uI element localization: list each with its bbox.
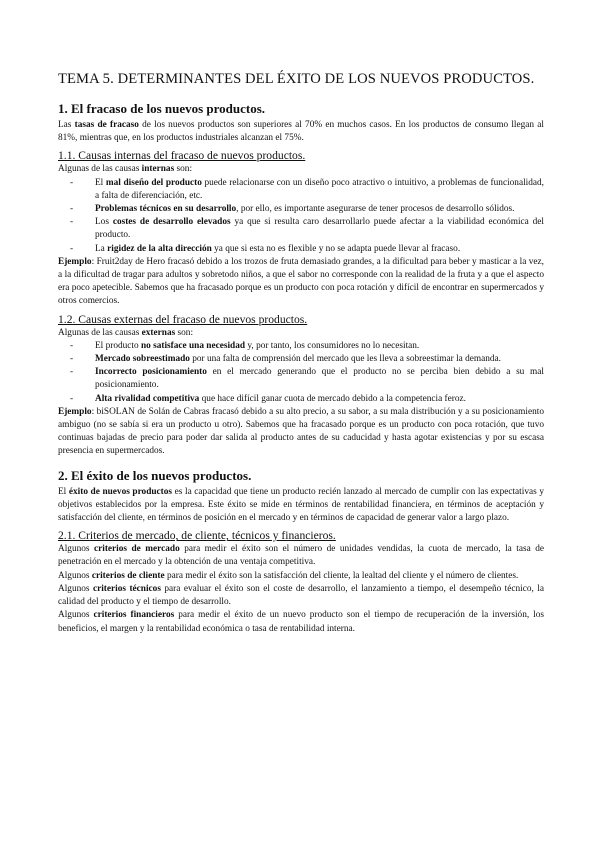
criteria-paragraph — [58, 583, 544, 609]
criteria-paragraph — [58, 543, 544, 569]
bold-term: externas — [141, 327, 176, 338]
list-item — [95, 243, 544, 256]
text: El producto — [95, 340, 141, 351]
internal-causes-list — [58, 177, 544, 256]
document-title: TEMA 5. DETERMINANTES DEL ÉXITO DE LOS NUEVOS PRODUCTOS. — [58, 71, 535, 87]
subsection-1-1-heading: 1.1. Causas internas del fracaso de nuevos productos. — [58, 149, 306, 163]
bold-term: no satisface una necesidad — [140, 340, 246, 351]
text: Los — [95, 217, 113, 228]
text: Algunas de las causas — [58, 164, 142, 175]
example-paragraph — [58, 256, 544, 309]
bold-term: rigidez de la alta dirección — [107, 243, 212, 254]
list-item — [95, 393, 544, 406]
bold-term: Mercado sobreestimado — [95, 354, 190, 365]
bold-term: tasas de fracaso — [74, 120, 139, 130]
list-item — [95, 340, 544, 353]
section-2-intro — [58, 486, 544, 526]
criteria-paragraph — [58, 609, 544, 635]
text: Algunos — [58, 583, 93, 594]
text: que hace difícil ganar cuota de mercado debido a la competencia feroz. — [199, 393, 466, 404]
list-item — [95, 177, 544, 203]
bold-term: Alta rivalidad competitiva — [95, 393, 200, 404]
bold-term: mal diseño del producto — [105, 177, 202, 188]
bold-term: criterios de cliente — [91, 570, 165, 581]
criteria-paragraph — [58, 570, 544, 583]
bold-term: internas — [141, 164, 175, 175]
list-item — [95, 203, 544, 216]
text: El — [95, 177, 106, 188]
text: para medir el éxito de un nuevo producto son el tiempo de recuperación de la inversión, los beneficios, el margen y la rentabilidad económica o tasa de rentabilidad interna. — [58, 610, 544, 634]
bold-term: criterios financieros — [93, 610, 175, 621]
text: La — [95, 243, 108, 254]
text: para medir el éxito son el número de unidades vendidas, la cuota de mercado, la tasa de penetración en el mercado y la obtención de una ventaja competitiva. — [58, 544, 544, 568]
text: Las — [58, 120, 75, 130]
text: de los nuevos productos son superiores al 70% en muchos casos. En los productos de consumo llegan al 81%, mientras que, en los productos industriales alcanzan el 75%. — [58, 120, 544, 144]
text: es la capacidad que tiene un producto recién lanzado al mercado de cumplir con las expectativas y objetivos establecidos por la empresa. Este éxito se mide en términos de rentabilidad financiera, en términos de aceptación y satisfacción del cliente, en términos de posición en el mercado y en términos de capacidad de generar valor a largo plazo. — [58, 486, 544, 524]
bold-term: costes de desarrollo elevados — [112, 217, 231, 228]
text: : biSOLAN de Solán de Cabras fracasó debido a su alto precio, a su sabor, a su mala distribución y a su posicionamiento ambiguo (no se sabía si era un producto u otro). Sabemos que ha fracasado porque es un producto con poca rotación, que tuvo continuas bajadas de precio para poder dar salida al producto antes de su caducidad y hasta agotar existencias y por su escasa presencia en supermercados. — [58, 406, 544, 457]
bold-term: éxito de nuevos productos — [68, 486, 173, 497]
external-causes-list — [58, 340, 544, 406]
section-1-intro — [58, 119, 544, 145]
text: , por ello, es importante asegurarse de tener procesos de desarrollo sólidos. — [236, 204, 515, 215]
text: El — [58, 486, 69, 497]
text: y, por tanto, los consumidores no lo necesitan. — [245, 340, 420, 351]
text: ya que si esta no es flexible y no se adapta puede llevar al fracaso. — [211, 243, 461, 254]
section-1-heading: 1. El fracaso de los nuevos productos. — [58, 101, 266, 116]
text: para evaluar el éxito son el coste de desarrollo, el lanzamiento a tiempo, el desempeño técnico, la calidad del producto y el tiempo de desarrollo. — [58, 583, 545, 608]
example-label: Ejemplo — [58, 256, 92, 267]
subsection-2-1-heading: 2.1. Criterios de mercado, de cliente, técnicos y financieros. — [58, 529, 336, 543]
list-item — [95, 353, 544, 366]
text: Algunos — [58, 570, 92, 581]
text: Algunos — [58, 544, 94, 555]
text: ya que si resulta caro desarrollarlo puede afectar a la viabilidad económica del producto. — [95, 217, 544, 241]
text: : Fruit2day de Hero fracasó debido a los trozos de fruta demasiado grandes, a la dificultad para beber y masticar a la vez, a la dificultad de tragar para adultos y sobretodo niños, a que el sabor no corresponde con la realidad de la fruta y a que el aspecto era poco apetecible. Sabemos que ha fracasado porque es un producto con poca rotación y difícil de encontrar en supermercados y otros comercios. — [58, 256, 544, 307]
text: puede relacionarse con un diseño poco atractivo o intuitivo, a problemas de funcionalidad, a falta de diferenciación, etc. — [95, 177, 544, 201]
list-item — [95, 216, 544, 242]
section-2-heading: 2. El éxito de los nuevos productos. — [58, 467, 252, 483]
example-label: Ejemplo — [58, 406, 92, 417]
subsection-1-2-heading: 1.2. Causas externas del fracaso de nuevos productos. — [58, 312, 308, 326]
subsection-1-2-lead — [58, 327, 544, 340]
bold-term: criterios de mercado — [94, 544, 180, 555]
list-item — [95, 366, 544, 392]
bold-term: criterios técnicos — [92, 583, 161, 594]
subsection-1-1-lead — [58, 163, 544, 176]
text: Algunos — [58, 610, 94, 621]
text: son: — [175, 327, 194, 338]
text: en el mercado generando que el producto no se perciba bien debido a su mal posicionamiento. — [95, 367, 544, 391]
text: para medir el éxito son la satisfacción del cliente, la lealtad del cliente y el número de clientes. — [164, 570, 519, 581]
bold-term: Problemas técnicos en su desarrollo — [95, 204, 237, 215]
bold-term: Incorrecto posicionamiento — [95, 367, 207, 378]
text: Algunas de las causas — [58, 327, 142, 338]
example-paragraph — [58, 406, 544, 459]
text: son: — [174, 164, 193, 175]
text: por una falta de comprensión del mercado que les lleva a sobreestimar la demanda. — [189, 354, 502, 365]
